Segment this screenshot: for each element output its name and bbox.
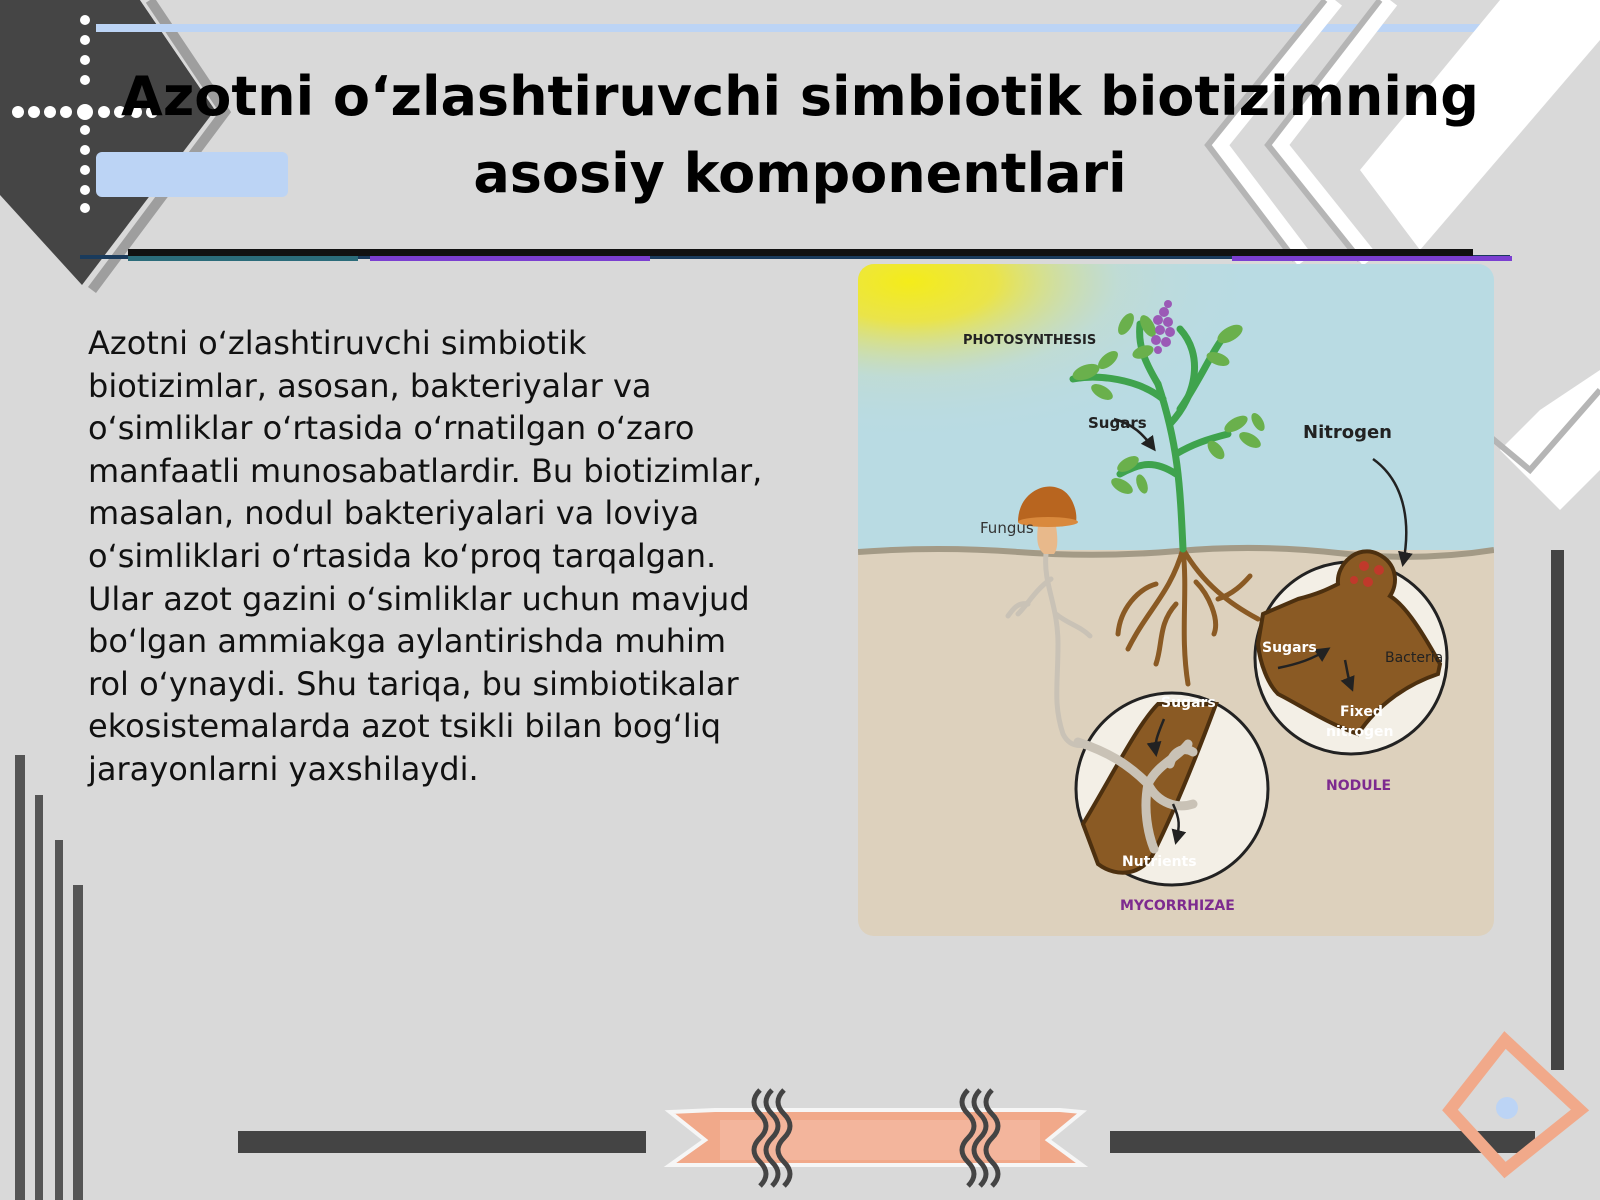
label-sugars-myco: Sugars: [1161, 695, 1216, 711]
slide-title: [110, 58, 1490, 212]
label-sugars-top: Sugars: [1088, 414, 1147, 432]
label-mycorrhizae: MYCORRHIZAE: [1120, 898, 1235, 914]
title-line-2: asosiy komponentlari: [473, 142, 1127, 205]
body-paragraph: Azotni o‘zlashtiruvchi simbiotik biotizimlar, asosan, bakteriyalar va o‘simliklar o‘rtasida o‘rnatilgan o‘zaro manfaatli munosabatlardir. Bu biotizimlar, masalan, nodul bakteriyalari va loviya o‘simliklari o‘rtasida ko‘proq tarqalgan. Ular azot gazini o‘simliklar uchun mavjud bo‘lgan ammiakga aylantirishda muhim rol o‘ynaydi. Shu tariqa, bu simbiotikalar ekosistemalarda azot tsikli bilan bog‘liq jarayonlarni yaxshilaydi.: [88, 324, 763, 788]
label-nutrients: Nutrients: [1122, 854, 1197, 870]
label-fungus: Fungus: [980, 519, 1034, 537]
label-fixed-line2: nitrogen: [1326, 724, 1394, 740]
symbiosis-diagram: [858, 264, 1494, 936]
label-photosynthesis: PHOTOSYNTHESIS: [963, 333, 1097, 348]
ribbon-decoration: [670, 1110, 1082, 1165]
label-nitrogen: Nitrogen: [1303, 422, 1392, 443]
title-line-1: Azotni o‘zlashtiruvchi simbiotik biotizimning: [121, 65, 1479, 128]
label-bacteria: Bacteria: [1385, 650, 1444, 666]
label-nodule: NODULE: [1326, 778, 1392, 794]
label-fixed-line1: Fixed: [1340, 704, 1383, 720]
sun-glow: [858, 264, 1494, 556]
label-sugars-nodule: Sugars: [1262, 640, 1317, 656]
